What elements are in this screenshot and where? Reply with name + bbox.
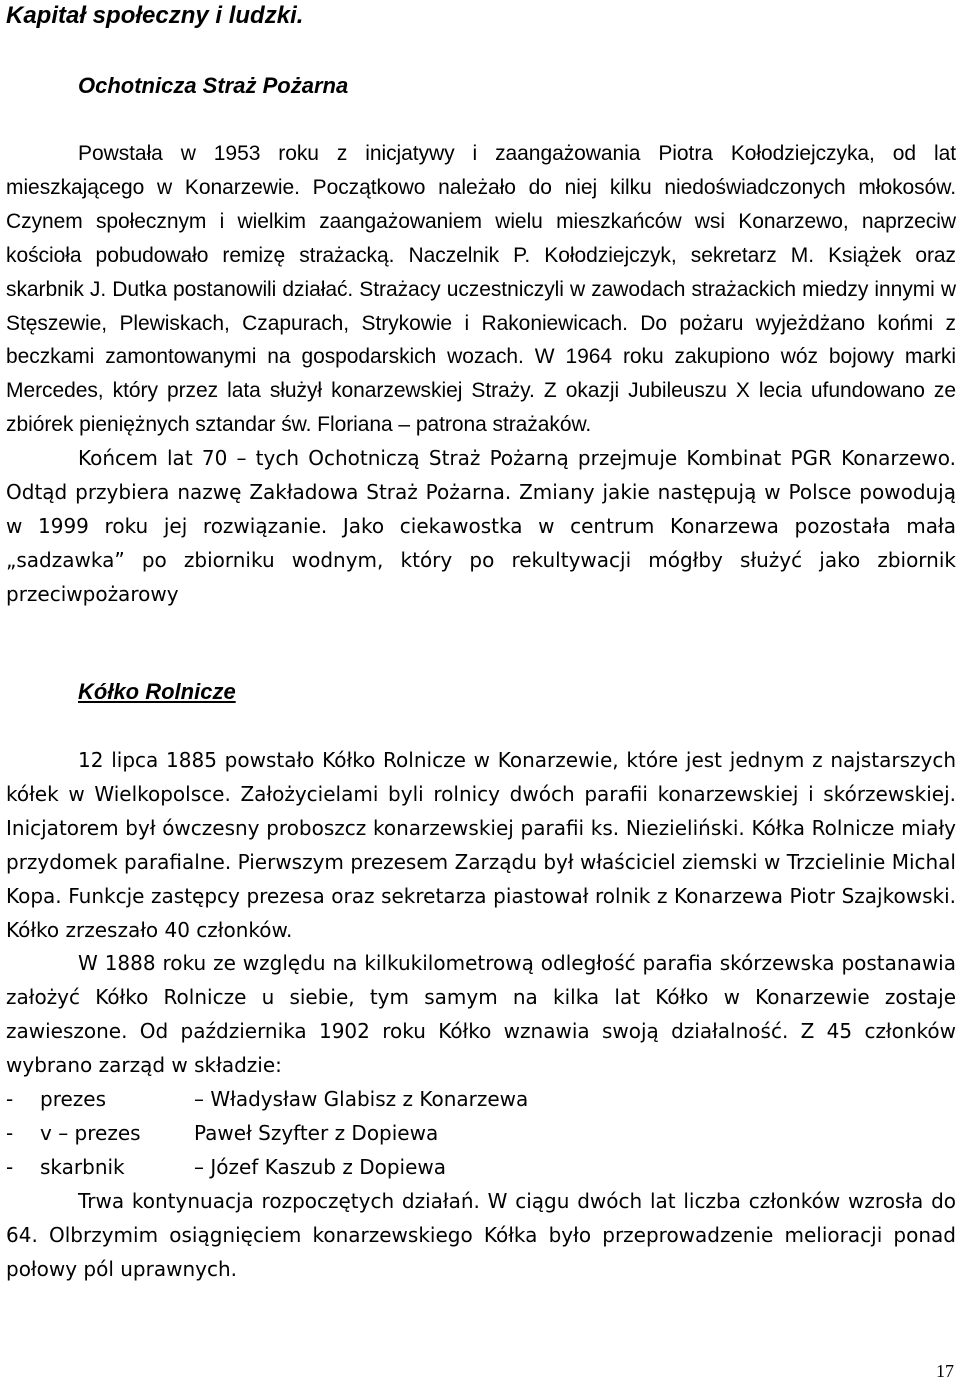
board-list-item	[6, 1151, 956, 1185]
list-dash: -	[6, 1154, 14, 1179]
paragraph: 12 lipca 1885 powstało Kółko Rolnicze w Konarzewie, które jest jednym z najstarszych kółek w Wielkopolsce. Założycielami byli rolnicy dwóch parafii konarzewskiej i skórzewskiej. Inicjatorem był ówczesny proboszcz konarzewskiej parafii ks. Niezieliński. Kółka Rolnicze miały przydomek parafialne. Pierwszym prezesem Zarządu był właściciel ziemski w Trzcielinie Michal Kopa. Funkcje zastępcy prezesa oraz sekretarza piastował rolnik z Konarzewa Piotr Szajkowski. Kółko zrzeszało 40 członków.	[6, 748, 956, 942]
board-role: skarbnik	[40, 1154, 125, 1179]
board-role: v – prezes	[40, 1120, 141, 1145]
section-heading-agricultural-circle: Kółko Rolnicze	[78, 679, 236, 704]
paragraph: W 1888 roku ze względu na kilkukilometrową odległość parafia skórzewska postanawia założyć Kółko Rolnicze u siebie, tym samym na kilka lat Kółko w Konarzewie zostaje zawieszone. Od października 1902 roku Kółko wznawia swoją działalność. Z 45 członków wybrano zarząd w składzie:	[6, 951, 956, 1078]
board-list-item	[6, 1083, 956, 1117]
board-person: – Józef Kaszub z Dopiewa	[194, 1154, 447, 1179]
section-heading-fire-brigade: Ochotnicza Straż Pożarna	[78, 73, 349, 98]
paragraph: Powstała w 1953 roku z inicjatywy i zaangażowania Piotra Kołodziejczyka, od lat mieszkającego w Konarzewie. Początkowo należało do niej kilku niedoświadczonych młokosów. Czynem społecznym i wielkim zaangażowaniem wielu mieszkańców wsi Konarzewo, naprzeciw kościoła pobudowało remizę strażacką. Naczelnik P. Kołodziejczyk, sekretarz M. Książek oraz skarbnik J. Dutka postanowili działać. Strażacy uczestniczyli w zawodach strażackich miedzy innymi w Stęszewie, Plewiskach, Czapurach, Strykowie i Rakoniewicach. Do pożaru wyjeżdżano końmi z beczkami zamontowanymi na gospodarskich wozach. W 1964 roku zakupiono wóz bojowy marki Mercedes, który przez lata służył konarzewskiej Straży. Z okazji Jubileuszu X lecia ufundowano ze zbiórek pieniężnych sztandar św. Floriana – patrona strażaków.	[6, 142, 956, 437]
page-number: 17	[936, 1361, 954, 1381]
document-title: Kapitał społeczny i ludzki.	[6, 2, 304, 29]
list-dash: -	[6, 1087, 14, 1112]
paragraph: Końcem lat 70 – tych Ochotniczą Straż Pożarną przejmuje Kombinat PGR Konarzewo. Odtąd przybiera nazwę Zakładowa Straż Pożarna. Zmiany jakie następują w Polsce powodują w 1999 roku jej rozwiązanie. Jako ciekawostka w centrum Konarzewa pozostała mała „sadzawka” po zbiorniku wodnym, który po rekultywacji mógłby służyć jako zbiornik przeciwpożarowy	[6, 446, 956, 606]
board-list-item	[6, 1117, 956, 1151]
section-body-agricultural-circle	[6, 744, 956, 1287]
paragraph: Trwa kontynuacja rozpoczętych działań. W ciągu dwóch lat liczba członków wzrosła do 64. Olbrzymim osiągnięciem konarzewskiego Kółka było przeprowadzenie melioracji ponad połowy pól uprawnych.	[6, 1188, 956, 1281]
board-person: Paweł Szyfter z Dopiewa	[194, 1120, 439, 1145]
section-body-fire-brigade	[6, 137, 956, 612]
board-role: prezes	[40, 1087, 107, 1112]
list-dash: -	[6, 1120, 14, 1145]
board-person: – Władysław Glabisz z Konarzewa	[194, 1087, 529, 1112]
